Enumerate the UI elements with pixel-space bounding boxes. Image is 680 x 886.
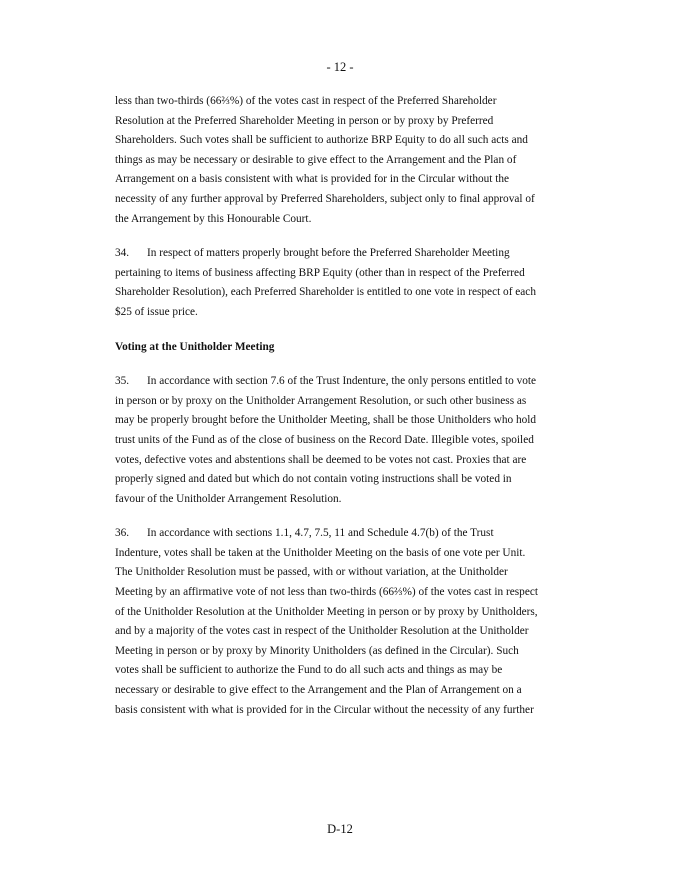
text-line: Resolution at the Preferred Shareholder Meeting in person or by proxy by Preferred — [115, 114, 494, 127]
text-line: trust units of the Fund as of the close of business on the Record Date. Illegible votes, spoiled — [115, 433, 534, 446]
text-line: necessary or desirable to give effect to the Arrangement and the Plan of Arrangement on a — [115, 684, 522, 697]
text-line: Indenture, votes shall be taken at the Unitholder Meeting on the basis of one vote per Unit. — [115, 546, 526, 559]
text-line: favour of the Unitholder Arrangement Resolution. — [115, 492, 342, 505]
text-line: properly signed and dated but which do not contain voting instructions shall be voted in — [115, 473, 512, 486]
text-line: the Arrangement by this Honourable Court. — [115, 212, 312, 225]
paragraph-36 — [115, 524, 555, 720]
page-footer-label: D-12 — [327, 822, 353, 836]
text-line: necessity of any further approval by Preferred Shareholders, subject only to final approval of — [115, 192, 535, 205]
text-line: may be properly brought before the Unitholder Meeting, shall be those Unitholders who hold — [115, 414, 537, 427]
text-line: votes shall be sufficient to authorize the Fund to do all such acts and things as may be — [115, 664, 503, 677]
paragraph-number: 36. — [115, 527, 130, 540]
paragraph-number: 34. — [115, 247, 130, 260]
text-line: basis consistent with what is provided for in the Circular without the necessity of any further — [115, 703, 534, 716]
section-heading: Voting at the Unitholder Meeting — [115, 340, 275, 353]
text-line: In accordance with section 7.6 of the Trust Indenture, the only persons entitled to vote — [147, 375, 537, 388]
text-line-first — [115, 524, 555, 544]
page-number-top: - 12 - — [326, 60, 354, 74]
text-line: In accordance with sections 1.1, 4.7, 7.5, 11 and Schedule 4.7(b) of the Trust — [147, 527, 494, 540]
paragraph-number: 35. — [115, 375, 130, 388]
text-line: $25 of issue price. — [115, 305, 198, 318]
text-line: votes, defective votes and abstentions shall be deemed to be votes not cast. Proxies that are — [115, 453, 527, 466]
document-body — [115, 92, 555, 735]
text-line-first — [115, 244, 555, 264]
text-line: Meeting in person or by proxy by Minority Unitholders (as defined in the Circular). Such — [115, 644, 519, 657]
text-line-first — [115, 372, 555, 392]
text-line: in person or by proxy on the Unitholder Arrangement Resolution, or such other business as — [115, 394, 527, 407]
text-line: In respect of matters properly brought before the Preferred Shareholder Meeting — [147, 247, 510, 260]
text-line: Shareholder Resolution), each Preferred Shareholder is entitled to one vote in respect of each — [115, 286, 536, 299]
text-line: Arrangement on a basis consistent with what is provided for in the Circular without the — [115, 173, 510, 186]
paragraph-35 — [115, 372, 555, 509]
text-line: The Unitholder Resolution must be passed, with or without variation, at the Unitholder — [115, 566, 508, 579]
text-line: and by a majority of the votes cast in respect of the Unitholder Resolution at the Unitholder — [115, 625, 529, 638]
text-line: Shareholders. Such votes shall be sufficient to authorize BRP Equity to do all such acts and — [115, 134, 528, 147]
text-line: pertaining to items of business affecting BRP Equity (other than in respect of the Preferred — [115, 266, 525, 279]
text-line: Meeting by an affirmative vote of not less than two-thirds (66⅔%) of the votes cast in respect — [115, 586, 538, 599]
text-line: of the Unitholder Resolution at the Unitholder Meeting in person or by proxy by Unitholders, — [115, 605, 538, 618]
paragraph-33-continuation — [115, 92, 555, 229]
paragraph-34 — [115, 244, 555, 322]
text-line: less than two-thirds (66⅔%) of the votes cast in respect of the Preferred Shareholder — [115, 95, 497, 107]
text-line: things as may be necessary or desirable to give effect to the Arrangement and the Plan of — [115, 153, 517, 166]
